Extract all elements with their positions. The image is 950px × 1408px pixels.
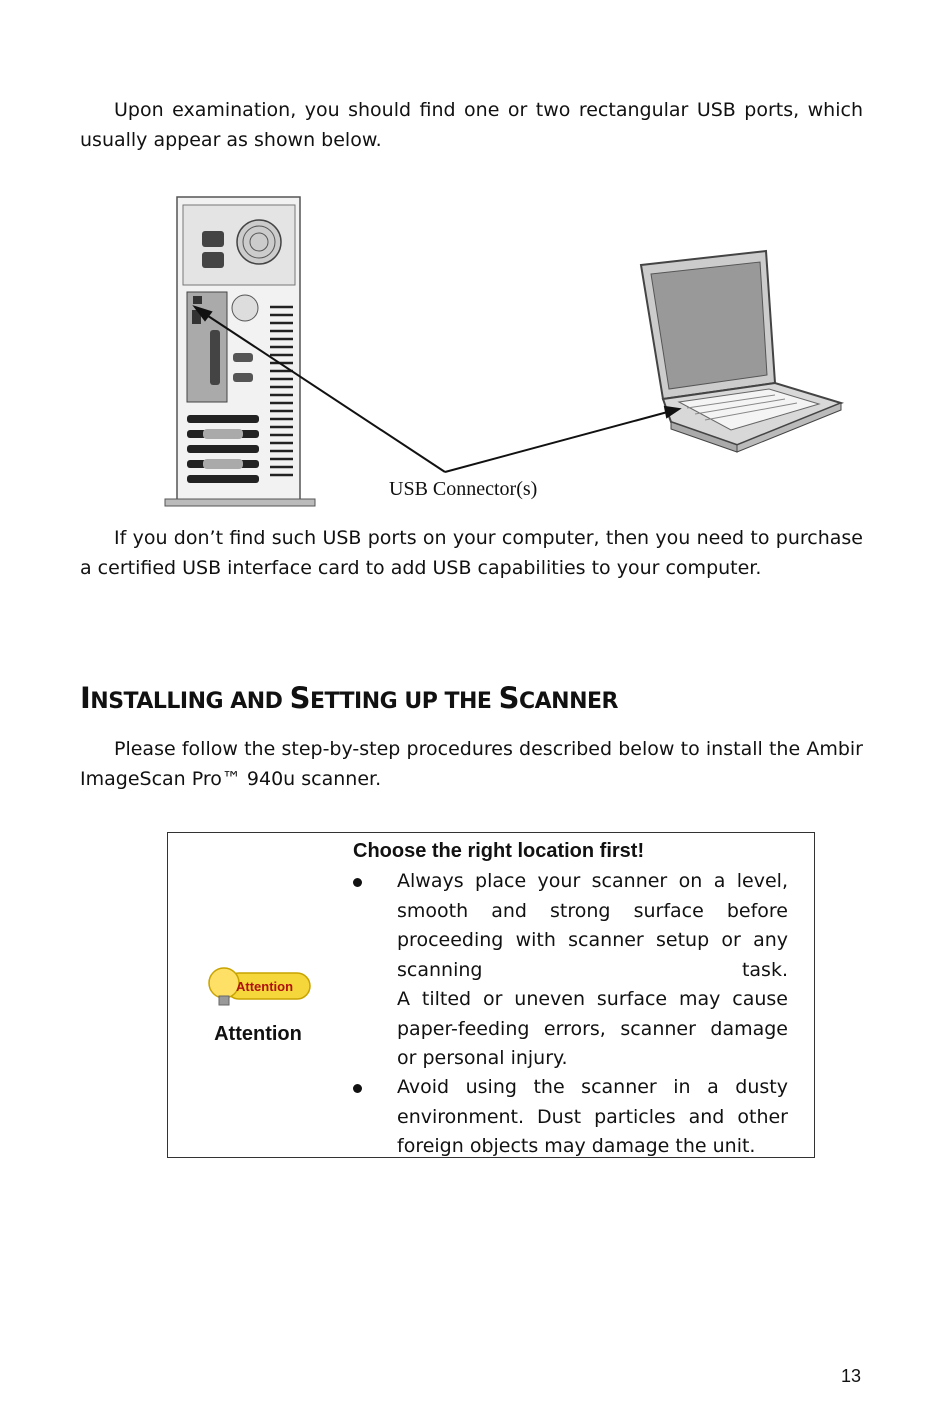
intro-paragraph [80,96,863,155]
usb-ports-figure [155,190,855,515]
page-number: 13 [841,1366,862,1386]
section-intro-text: Please follow the step-by-step procedures described below to install the Ambir ImageScan Pro™ 940u scanner. [80,738,863,790]
computer-and-laptop-illustration [155,190,855,515]
attention-caption: Attention [214,1023,302,1045]
heading-part-1: I [80,681,91,715]
bullet-text: Always place your scanner on a level, smooth and strong surface before proceeding with scanner setup or any scanning task. [397,870,788,981]
attention-title: Choose the right location first! [353,840,645,862]
heading-part-3: S [289,681,310,715]
desktop-tower-icon [165,197,315,506]
no-ports-text: If you don’t find such USB ports on your computer, then you need to purchase a certified USB interface card to add USB capabilities to your computer. [80,527,863,579]
bullet-followup-text: foreign objects may damage the unit. [397,1135,756,1157]
bullet-followup-text: A tilted or uneven surface may cause paper-feeding errors, scanner damage or personal injury. [397,988,788,1069]
bullet-text: Avoid using the scanner in a dusty environment. Dust particles and other [397,1076,788,1128]
section-heading [80,681,618,715]
attention-bullet [353,1073,788,1162]
bullet-dot-icon [353,1084,362,1093]
heading-part-4: ETTING UP THE [309,689,499,714]
no-ports-paragraph [80,524,863,583]
attention-left-column [168,833,348,1157]
intro-text: Upon examination, you should find one or two rectangular USB ports, which usually appear as shown below. [80,99,863,151]
bullet-dot-icon [353,878,362,887]
heading-part-5: S [498,681,519,715]
attention-bullet [353,867,788,1074]
attention-lightbulb-icon [206,963,312,1009]
section-intro-paragraph [80,735,863,794]
usb-connector-label: USB Connector(s) [389,478,538,500]
attention-box [167,832,815,1158]
attention-icon-text: Attention [236,979,294,994]
heading-part-2: NSTALLING AND [90,689,290,714]
laptop-icon [641,251,841,452]
heading-part-6: CANNER [519,689,618,714]
